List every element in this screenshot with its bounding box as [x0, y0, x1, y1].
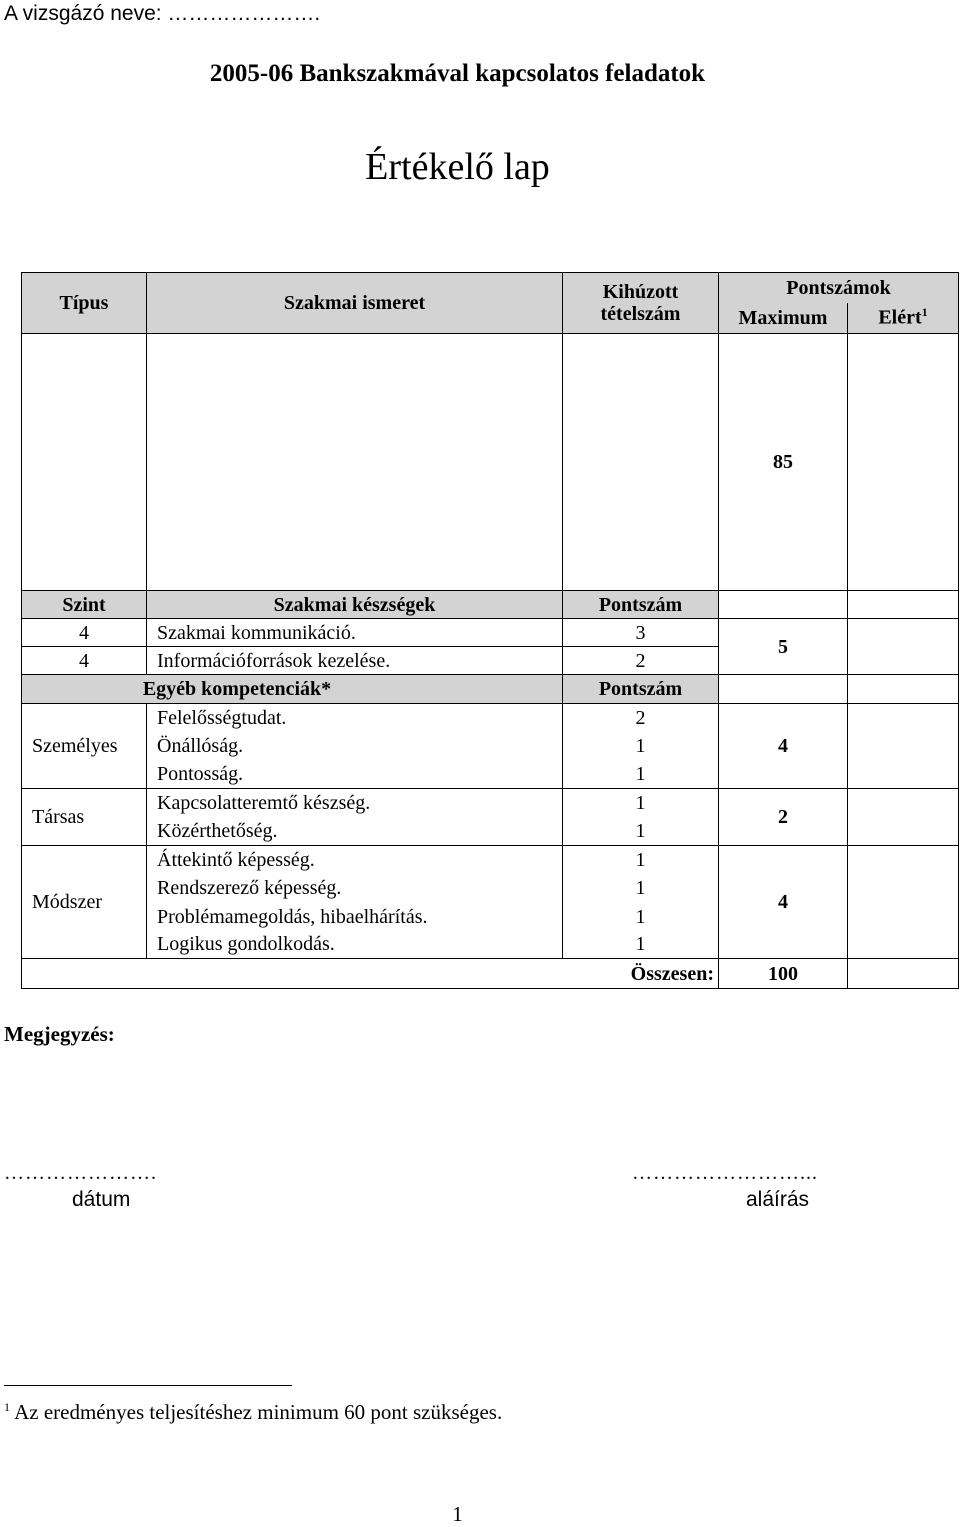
skills-header-label: Szakmai készségek [147, 591, 563, 619]
knowledge-max: 85 [719, 334, 848, 591]
header-achieved [848, 303, 959, 334]
competency-label: Áttekintő képesség. [147, 846, 563, 874]
skills-header-max-blank [719, 591, 848, 619]
competency-points: 1 [563, 817, 719, 846]
document-subtitle: 2005-06 Bankszakmával kapcsolatos feladatok [209, 60, 706, 87]
group-max-social: 2 [719, 789, 848, 846]
examinee-name-label: A vizsgázó neve: …………………. [4, 2, 321, 25]
group-max-method: 4 [719, 846, 848, 959]
competency-points: 2 [563, 704, 719, 732]
signature-line: ……………………... [632, 1162, 818, 1184]
group-type-personal: Személyes [22, 704, 147, 789]
skill-points: 2 [563, 647, 719, 675]
knowledge-drawn-cell [563, 334, 719, 591]
competency-label: Rendszerező képesség. [147, 874, 563, 903]
signature-label: aláírás [746, 1188, 810, 1211]
skills-header-level: Szint [22, 591, 147, 619]
header-points: Pontszámok [719, 273, 959, 303]
header-drawn-item-line1: Kihúzott [602, 281, 679, 303]
group-achieved-personal [848, 704, 959, 789]
group-max-personal: 4 [719, 704, 848, 789]
competency-label: Kapcsolatteremtő készség. [147, 789, 563, 817]
group-achieved-method [848, 846, 959, 959]
header-maximum: Maximum [719, 303, 848, 334]
header-drawn-item-line2: tételszám [600, 303, 681, 325]
other-header-max-blank [719, 675, 848, 704]
competency-points: 1 [563, 761, 719, 789]
competency-points: 1 [563, 846, 719, 874]
total-label: Összesen: [22, 959, 719, 989]
knowledge-type-cell [22, 334, 147, 591]
total-achieved [848, 959, 959, 989]
skills-header-achieved-blank [848, 591, 959, 619]
skills-achieved [848, 619, 959, 675]
competency-label: Logikus gondolkodás. [147, 931, 563, 959]
skill-label: Szakmai kommunikáció. [147, 619, 563, 647]
competency-label: Problémamegoldás, hibaelhárítás. [147, 903, 563, 931]
skills-max: 5 [719, 619, 848, 675]
footnote-text: Az eredményes teljesítéshez minimum 60 pont szükséges. [10, 1400, 503, 1424]
total-max: 100 [719, 959, 848, 989]
evaluation-table [21, 272, 959, 989]
competency-points: 1 [563, 874, 719, 903]
other-header-achieved-blank [848, 675, 959, 704]
date-line: …………………. [4, 1162, 157, 1184]
competency-points: 1 [563, 789, 719, 817]
other-header-points: Pontszám [563, 675, 719, 704]
competency-label: Pontosság. [147, 761, 563, 789]
competency-points: 1 [563, 931, 719, 959]
skill-label: Információforrások kezelése. [147, 647, 563, 675]
footnote-separator [4, 1385, 292, 1386]
competency-label: Közérthetőség. [147, 817, 563, 846]
header-knowledge: Szakmai ismeret [147, 273, 563, 334]
competency-points: 1 [563, 732, 719, 761]
skill-level: 4 [22, 647, 147, 675]
header-achieved-footnote-ref: 1 [921, 305, 928, 320]
knowledge-content-cell [147, 334, 563, 591]
other-header-label: Egyéb kompetenciák* [22, 675, 563, 704]
header-drawn-item [563, 273, 719, 334]
header-achieved-label: Elért [878, 307, 922, 330]
competency-label: Önállóság. [147, 732, 563, 761]
footnote-marker: 1 [4, 1400, 10, 1414]
competency-label: Felelősségtudat. [147, 704, 563, 732]
group-type-social: Társas [22, 789, 147, 846]
group-type-method: Módszer [22, 846, 147, 959]
note-label: Megjegyzés: [4, 1022, 115, 1046]
date-label: dátum [72, 1188, 131, 1211]
group-achieved-social [848, 789, 959, 846]
skill-level: 4 [22, 619, 147, 647]
page-number: 1 [452, 1502, 463, 1526]
document-title: Értékelő lap [365, 146, 550, 188]
header-type: Típus [22, 273, 147, 334]
footnote [4, 1400, 502, 1425]
skill-points: 3 [563, 619, 719, 647]
knowledge-achieved [848, 334, 959, 591]
competency-points: 1 [563, 903, 719, 931]
skills-header-points: Pontszám [563, 591, 719, 619]
